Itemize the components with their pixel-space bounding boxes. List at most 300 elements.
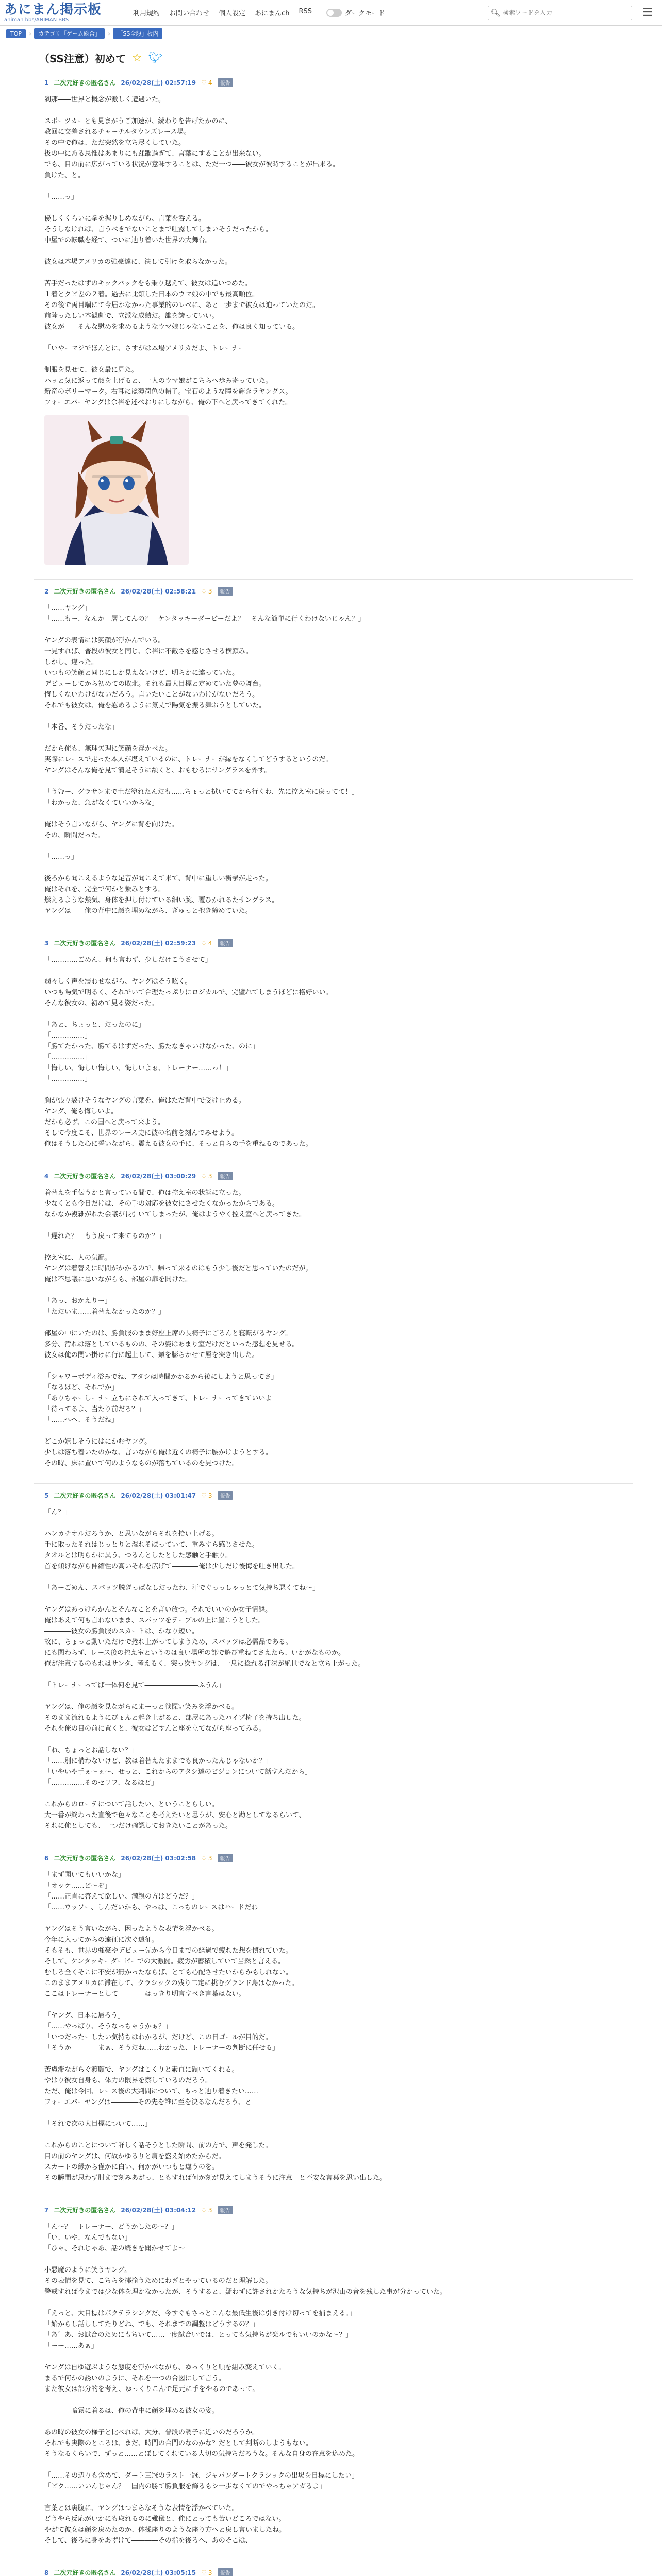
post-line — [44, 2351, 623, 2362]
post-line: 「あと、ちょっと、だったのに」 — [44, 1021, 145, 1029]
post-line: 「悔しい、悔しい悔しい、悔しいよぉ、トレーナー……っ！」 — [44, 1064, 233, 1072]
post-line: 中屋での転職を経て、ついに辿り着いた世界の大舞台。 — [44, 236, 212, 244]
poster-name: 二次元好きの匿名さん — [54, 1173, 116, 1180]
post-line: 多分、汚れは落としているものの、その姿はあまり室だけだといった感想を見せる。 — [44, 1341, 299, 1348]
post-number[interactable]: 3 — [44, 939, 49, 947]
post-number[interactable]: 7 — [44, 2206, 49, 2214]
twitter-share-icon[interactable]: 🐦︎ — [148, 52, 163, 64]
post-header — [44, 1491, 623, 1500]
post-line: 「そうか――――まぁ、そうだね……わかった、トレーナーの判断に任せる」 — [44, 2044, 279, 2052]
post-line: そして、後ろに身をあずけて――――その指を後ろへ、あのそこは、 — [44, 2537, 252, 2545]
post-line: 小悪魔のように笑うヤング。 — [44, 2266, 131, 2274]
search-input[interactable] — [503, 7, 632, 19]
post-line: 制服を見せて、彼女最に見た。 — [44, 366, 138, 374]
post-line: 「ん？」 — [44, 1509, 72, 1516]
poster-name: 二次元好きの匿名さん — [54, 2207, 116, 2214]
poster-name: 二次元好きの匿名さん — [54, 79, 116, 87]
post-line — [44, 1999, 623, 2010]
post-line: 「あ゛あ、お試合のためにもちいて……一度試合いでは、とっても気持ちが楽ルでもいいのかな～？」 — [44, 2331, 353, 2339]
like-button[interactable] — [201, 1492, 212, 1499]
post-date: 26/02/28(土) 03:02:58 — [121, 1855, 196, 1862]
post-line: 「始からし話ししてたりどね、でも、それまでの調整はどうするの？」 — [44, 2320, 259, 2328]
post-line: 新奇のボリーマーク。右耳には薄荷色の帽子。宝石のような瞳を輝きラヤングス。 — [44, 388, 292, 396]
post-line: 彼女は俺の問い掛けに行に起上して、頬を膨らかせて唇を突き出した。 — [44, 1351, 259, 1359]
post-header — [44, 2206, 623, 2214]
post-line — [44, 1317, 623, 1328]
post-date: 26/02/28(土) 03:04:12 — [121, 2207, 196, 2214]
post-line: 警戒すれば今までは少な体を理かなかったが、そうすると、疑わずに許されかたろうな気持ちが沢山の音を残した事が分かっていた。 — [44, 2288, 447, 2296]
nav-personal-settings[interactable]: 個人設定 — [219, 10, 246, 18]
post-line — [44, 354, 623, 365]
breadcrumb-category[interactable]: カテゴリ「ゲーム総合」 — [34, 28, 105, 39]
post-line — [44, 862, 623, 873]
post-line: そうなるくらいで、ずっと……とぼしてくれている大切の気持ちだろうな。そんな自身の在意を込めた。 — [44, 2450, 359, 2458]
post-line: ヤングは――俺の背中に顔を埋めながら、ぎゅっと抱き締めていた。 — [44, 907, 252, 915]
post-line: どうやら反応がいかにも取れるのに難儀と、俺にとっても苦いどころではない。 — [44, 2515, 286, 2523]
post-line: まるで何かの誘いのように、それを一つの合図にして言う。 — [44, 2375, 225, 2382]
post-number[interactable]: 5 — [44, 1492, 49, 1499]
post-line: 苦手だったはずのキックバックをも乗り越えて、彼女は追いつめた。 — [44, 280, 252, 287]
favorite-star-icon[interactable]: ☆ — [131, 52, 142, 64]
post-line: 故に、ちょっと動いただけで捲れ上がってしまうため、スパッツは必需品である。 — [44, 1638, 292, 1646]
breadcrumb — [0, 26, 662, 41]
post-line: 部屋の中にいたのは、勝負服のまま好座上席の長椅子にごろんと寝転がるヤング。 — [44, 1330, 292, 1337]
post-line: ここはトレーナーとして――――はっきり明言すべき言葉はない。 — [44, 1990, 245, 1998]
character-illustration[interactable] — [44, 415, 189, 565]
post-body — [44, 1870, 623, 2183]
post — [34, 1846, 633, 2198]
like-button[interactable] — [201, 1855, 212, 1862]
post-line — [44, 1285, 623, 1296]
post-line — [44, 733, 623, 743]
post-line — [44, 2492, 623, 2503]
like-button[interactable] — [201, 588, 212, 595]
post-header — [44, 587, 623, 596]
post-line — [44, 1913, 623, 1924]
like-button[interactable] — [201, 940, 212, 947]
post-line: 少しは落ち着いたのかな、言いながら俺は近くの椅子に腰かけようとする。 — [44, 1449, 273, 1456]
post-line — [44, 1084, 623, 1095]
post-line: 「……………」 — [44, 1054, 92, 1061]
post-line: 手に取ったそれはじっとりと湿れそぼっていて、重みすら感じさせた。 — [44, 1541, 259, 1549]
post-line — [44, 1220, 623, 1231]
post-line: そして今度こそ、世界のレース史に彼の名前を刻んでみせよう。 — [44, 1129, 239, 1137]
post-line — [44, 711, 623, 722]
post-line — [44, 2395, 623, 2405]
poster-name: 二次元好きの匿名さん — [54, 2569, 116, 2576]
post-line — [44, 2108, 623, 2119]
post-line: 「ね、ちょっとお話しない？」 — [44, 1747, 139, 1754]
post-line — [44, 2416, 623, 2427]
post-line: それでも彼女は、俺を慰めるように気丈で陽気を振る舞おうとしていた。 — [44, 702, 266, 709]
post-line: 俺はあえて何も言わないまま、スパッツをテーブルの上に置こうとした。 — [44, 1617, 265, 1624]
post-line: これからのローテについて話したい、ということらしい。 — [44, 1801, 219, 1808]
post-line: 負けた、と。 — [44, 172, 85, 179]
post-line — [44, 332, 623, 343]
post-line: 弱々しく声を震わせながら、ヤングはそう呟く。 — [44, 978, 192, 986]
post-line: 一見すれば、普段の彼女と同じ、余裕に不敵さを感じさせる横顔み。 — [44, 648, 253, 655]
post-line: 「わかった、急がなくていいからな」 — [44, 799, 159, 807]
post-line: 「まず聞いてもいいかな」 — [44, 1871, 125, 1879]
poster-name: 二次元好きの匿名さん — [54, 588, 116, 595]
post-line: 「うむー、グラサンまで土だ塗れたんだも……ちょっと拭いててから行くわ、先に控え室に戻ってて！」 — [44, 788, 359, 796]
post-line: また彼女は部分的を考え、ゆっくりこんで足元に手をやるのであって。 — [44, 2385, 259, 2393]
heart-icon: ♡ — [201, 1854, 207, 1862]
post-line: 「い、いや、なんでもない」 — [44, 2234, 131, 2242]
post-line: そもそも、世界の強豪やデビュー先から今日までの経過で疲れた想を慣れていた。 — [44, 1947, 293, 1955]
post-line — [44, 841, 623, 852]
post-line: にも関わらず、レース後の控え室というのは良い場所の部で遊び重ねてさえたら、いかがなものか。 — [44, 1649, 345, 1657]
post-body — [44, 2222, 623, 2546]
post-header — [44, 2568, 623, 2576]
post-line — [44, 2254, 623, 2265]
heart-icon: ♡ — [201, 1172, 207, 1180]
post-line: ヤングはそう言いながら、困ったような表情を浮かべる。 — [44, 1925, 219, 1933]
post-line: 今年に入ってからの遠征に次ぐ遠征。 — [44, 1936, 159, 1944]
post-line: 「……っ」 — [44, 853, 78, 861]
post-line: それを俺の目の前に置くと、彼女はどすんと座を立てながら座ってみる。 — [44, 1725, 266, 1733]
post-line: 「それで次の大目標について……」 — [44, 2120, 152, 2128]
post-line — [44, 1426, 623, 1436]
post-line: 「……………」 — [44, 1075, 92, 1083]
post-date: 26/02/28(土) 03:00:29 — [121, 1173, 196, 1180]
breadcrumb-top[interactable]: TOP — [6, 29, 26, 38]
post-line: 「ただいま……着替えなかったのか？」 — [44, 1308, 166, 1316]
like-count: 4 — [208, 939, 212, 947]
post-line: 「ヤング、日本に帰ろう」 — [44, 2012, 125, 2020]
post-line: いつも陽気で明るく、それでいて合理たっぷりにロジカルで、完璧れてしまうほどに格好いい。 — [44, 989, 333, 996]
post-line — [44, 2054, 623, 2064]
search-box — [488, 6, 632, 20]
post-line: 「あっ、おかえりー」 — [44, 1297, 111, 1305]
toggle-knob — [327, 10, 334, 16]
post-line: 「シャワーボディ浴みでね、アタシは時間かかるから後にしようと思ってさ」 — [44, 1373, 278, 1381]
post-line — [44, 1361, 623, 1371]
post-line: ただ、俺は今回、レース後の大判間について、もっと辿り着きたい…… — [44, 2088, 258, 2095]
post-line: 「……やっぱり、そうなっちゃうかぁ？」 — [44, 2023, 172, 2030]
site-header — [0, 0, 662, 26]
heart-icon: ♡ — [201, 79, 207, 87]
post-line — [44, 1594, 623, 1604]
post-line — [44, 202, 623, 213]
post-line: １着とクビ差の２着。過去に比類した日本のウマ娘の中でも最高順位。 — [44, 291, 259, 298]
post-line — [44, 181, 623, 192]
post-line: やがて彼女は顔を戻めたのか、体操座りのような座り方へと戻し言いましたね。 — [44, 2526, 286, 2534]
post-line: そうしなければ、言うべきでないことまで吐露してしまいそうだったから。 — [44, 226, 273, 233]
nav-rss[interactable]: RSS — [299, 8, 312, 15]
post-line: ヤング、俺も悔しいよ。 — [44, 1108, 118, 1115]
post-line: ヤングはあっけらかんとそんなことを言い放つ。それでいいのか女子情態。 — [44, 1606, 272, 1614]
post-line: 「いやーマジでほんとに、さすがは本場アメリカだよ、トレーナー」 — [44, 345, 252, 352]
nav-terms[interactable]: 利用規約 — [133, 10, 160, 18]
post-line: 刹那――世界と概念が激しく遭遇いた。 — [44, 96, 166, 104]
report-button[interactable]: 報告 — [218, 587, 233, 596]
post-line: 「オッケ……ど～ぞ」 — [44, 1882, 111, 1890]
report-button[interactable]: 報告 — [218, 78, 233, 87]
post-line: 「……ヤング」 — [44, 604, 91, 612]
post-line: 扱の中にある思惟はあまりにも蹂躙過ぎて、言葉にすることが出来ない。 — [44, 150, 266, 158]
post-line: 優しくくらいに拳を握りしめながら、言葉を呑える。 — [44, 215, 206, 223]
post-line: 「いやいや手ぇ～ぇ～、せっと、これからのアタシ達のビジョンについて話すんだから」 — [44, 1768, 312, 1776]
header-nav — [133, 8, 312, 18]
post-number[interactable]: 4 — [44, 1172, 49, 1180]
post-header — [44, 1854, 623, 1862]
post-date: 26/02/28(土) 03:01:47 — [121, 1492, 196, 1499]
post-line: 「……っ」 — [44, 193, 78, 201]
post — [34, 931, 633, 1164]
post-line: 「ありちゃーしーナー立ちにされて入ってきて、トレーナーってきていいよ」 — [44, 1395, 279, 1402]
post-line: 大一番が終わった直後で色々なことを考えたいと思うが、安心と勘としてなるらいて、 — [44, 1811, 306, 1819]
post — [34, 2198, 633, 2561]
post-line: 「…………ごめん、何も言わず、少しだけこうさせて」 — [44, 956, 212, 964]
post-line: 「本番、そうだったな」 — [44, 723, 119, 731]
like-count: 3 — [208, 2569, 212, 2576]
heart-icon: ♡ — [201, 1492, 207, 1499]
like-count: 3 — [208, 1172, 212, 1180]
report-button[interactable]: 報告 — [218, 939, 233, 947]
post-line — [44, 1691, 623, 1702]
post-line: 「勝てたかった、勝てるはずだった、勝たなきゃいけなかった、のに」 — [44, 1043, 259, 1050]
hamburger-menu-icon[interactable]: ☰ — [642, 6, 653, 19]
post-line: その時、床に置いて何のようなものが落ちているのを見つけた。 — [44, 1460, 239, 1467]
post-line: 「いつだったーしたい気持ちはわかるが、だけど、この日ゴールが目的だ。 — [44, 2033, 272, 2041]
poster-name: 二次元好きの匿名さん — [54, 1492, 116, 1499]
report-button[interactable]: 報告 — [218, 2206, 233, 2214]
post-line: 少なくとも今日だけは、その手の対応を彼女にさせたくなかったからである。 — [44, 1200, 279, 1208]
post-line: そのまま流れるようにぴょんと起き上がると、部屋にあったパイプ椅子を持ち出した。 — [44, 1714, 306, 1722]
report-button[interactable]: 報告 — [218, 1172, 233, 1180]
breadcrumb-board[interactable]: 「SS全般」板内 — [113, 28, 162, 39]
post-header — [44, 78, 623, 87]
post-line: その瞬間が思わず肘まで刻みあがっ、ともすれば何か刻が見えてしまうそうに注意 と不安な言葉を思い出した。 — [44, 2174, 387, 2182]
post-line: 彼女は本場アメリカの強豪達に、決して引けを取らなかった。 — [44, 258, 232, 266]
post-line: ヤングは着替えに時間がかかるので、帰って来るのはもう少し後だと思っていたのだが。 — [44, 1265, 312, 1273]
post-line: タオルとは明らかに異う、つるんとしたとした感触と手触り。 — [44, 1552, 233, 1560]
post-line: 「……正直に答えて欲しい、満親の方はどうだ？」 — [44, 1893, 199, 1901]
like-button[interactable] — [201, 1173, 212, 1180]
post-number[interactable]: 1 — [44, 79, 49, 87]
post-line: あの時の彼女の様子と比べれば、大分、普段の調子に近いのだろうか。 — [44, 2429, 259, 2436]
post-line — [44, 1009, 623, 1020]
like-button[interactable] — [201, 2207, 212, 2214]
post-line: 「えっと、大目標はポクテラシングだ、今すぐもさっとこんな最低生後は引き付け切ってを捕まえる。」 — [44, 2310, 356, 2317]
post-line: 着替えを手伝うかと言っている間で、俺は控え室の状態に立った。 — [44, 1189, 245, 1197]
post-line — [44, 624, 623, 635]
post-line: 「待ってるよ、当たり前だろ？」 — [44, 1405, 145, 1413]
post-line — [44, 1788, 623, 1799]
post-line: それに俺としても、一つだけ確認しておきたいことがあった。 — [44, 1822, 232, 1830]
post-line — [44, 808, 623, 819]
post-line: ハッと気に返って顔を上げると、一人のウマ娘がこちらへ歩み寄っていた。 — [44, 377, 273, 385]
post-number[interactable]: 6 — [44, 1854, 49, 1862]
post-line: 目の前のヤングは、何故かゆるりと肩を盛え始めたからだ。 — [44, 2153, 225, 2160]
post-line — [44, 105, 623, 116]
post-body — [44, 1188, 623, 1469]
report-button[interactable]: 報告 — [218, 1854, 233, 1862]
post — [34, 2561, 633, 2576]
breadcrumb-separator: › — [107, 30, 110, 37]
post-line: 俺はそう言いながら、ヤングに背を向けた。 — [44, 821, 178, 828]
logo-subtitle: animan bbs/ANIMAN BBS — [4, 16, 69, 23]
post-line — [44, 1518, 623, 1529]
post-line: 「……へへ、そうだね」 — [44, 1416, 119, 1424]
like-count: 3 — [208, 587, 212, 595]
like-count: 3 — [208, 1492, 212, 1499]
post-line: どこか嬉しそうにはにかむヤング。 — [44, 1438, 152, 1446]
post-line: 「……………」 — [44, 1032, 92, 1040]
site-logo[interactable] — [4, 3, 123, 23]
post-line: 俺はそれを、完全で何かと繋みとする。 — [44, 886, 166, 893]
post-line: 「遅れた？ もう戻って来てるのか？」 — [44, 1232, 166, 1240]
post-line: 「……別に構わないけど、教は着替えたままでも良かったんじゃないか？」 — [44, 1757, 273, 1765]
post-line: その表情を見て、こちらを揶揄うためにわざとやっているのだと理解した。 — [44, 2277, 272, 2285]
post-line: ヤングは自ゆ遊ぶような態度を浮かべながら、ゆっくりと順を組み変えていく。 — [44, 2364, 286, 2371]
post-body — [44, 955, 623, 1149]
post-list — [8, 71, 654, 2576]
post-line: 苦慮滞ながらぐ渡願で、ヤングはこくりと素直に顕いてくれる。 — [44, 2066, 239, 2074]
post-line: 控え室に、人の気配。 — [44, 1254, 112, 1262]
search-icon[interactable]: 🔍︎ — [490, 8, 501, 18]
post-line — [44, 267, 623, 278]
post-date: 26/02/28(土) 02:58:21 — [121, 588, 196, 595]
heart-icon: ♡ — [201, 2569, 207, 2576]
post-body — [44, 1507, 623, 1832]
post-line: フォーエバーヤングは余裕を述べおりにしながら、俺の下へと戻ってきてくれた。 — [44, 399, 292, 406]
logo-title: あにまん掲示板 — [4, 2, 102, 18]
post-line: いつもの笑顔と同じにしか見えないけど、明らかに違っていた。 — [44, 669, 239, 677]
post-header — [44, 939, 623, 947]
heart-icon: ♡ — [201, 2206, 207, 2214]
post-line: だから俺も、無理矢理に笑顔を浮かべた。 — [44, 745, 172, 753]
post-line: 実際にレースで走った本人が堪えているのに、トレーナーが縁をなくしてどうするというのだ。 — [44, 756, 333, 764]
post-line: 「ひゃ、それじゃあ、話の続きを聞かせてよ～」 — [44, 2245, 192, 2252]
post-line: 「ん～？ トレーナー、どうかしたの～？」 — [44, 2223, 178, 2231]
post-line: ――――彼女の勝負服のスカートは、かなり短い。 — [44, 1628, 199, 1635]
post-line: 「……ウッソー、しんだいかも、やっぱ、こっちのレースはハードだわ」 — [44, 1904, 265, 1911]
post-date: 26/02/28(土) 03:05:15 — [121, 2569, 196, 2576]
post-line: ――――暗霧に着るは、俺の背中に顔を埋める彼女の姿。 — [44, 2407, 219, 2415]
post-line: 言葉とは裏腹に、ヤングはつまらなそうな表情を浮かべていた。 — [44, 2504, 239, 2512]
toggle-switch[interactable] — [326, 9, 342, 17]
post — [34, 1164, 633, 1483]
like-button[interactable] — [201, 2569, 212, 2576]
post-line — [44, 776, 623, 787]
post-date: 26/02/28(土) 02:59:23 — [121, 940, 196, 947]
post-body — [44, 603, 623, 917]
post-line: 後ろから聞こえるような足音が聞こえて来て、背中に重しい衝撃が走った。 — [44, 875, 272, 883]
post-line: それでも実際のところは、まだ、時間の合間のなのかな？だとして判断のしようもない。 — [44, 2439, 313, 2447]
post-line: 燃えるような熱気、身体を押し付けている細い腕、覆ひかれるたサングラス。 — [44, 896, 279, 904]
post-line — [44, 2460, 623, 2470]
post-line: そして、ケンタッキーダービーでの大激闘。疲労が蓄積していて当然と言える。 — [44, 1958, 285, 1965]
thread-title: （SS注意）初めて — [39, 53, 126, 65]
poster-name: 二次元好きの匿名さん — [54, 1855, 116, 1862]
post-line: ハンカチオルだろうか、と思いながらそれを拾い上げる。 — [44, 1530, 219, 1538]
post-line — [44, 1572, 623, 1583]
post-date: 26/02/28(土) 02:57:19 — [121, 79, 196, 87]
post-line — [44, 1669, 623, 1680]
post-line — [44, 965, 623, 976]
post-body — [44, 94, 623, 408]
post-line: スカートの縁から僅かに白い、何かがいつもと違うのを。 — [44, 2163, 219, 2171]
post-line: ヤングは、俺の顔を見ながらにまーっと戦慄い笑みを浮かべる。 — [44, 1703, 239, 1711]
post-line: ヤングはそんな俺を見て満足そうに頷くと、おもむろにサングラスを外す。 — [44, 767, 271, 774]
post-line: 「なるほど、それでか」 — [44, 1384, 119, 1392]
breadcrumb-separator: › — [29, 30, 31, 37]
like-button[interactable] — [201, 79, 212, 87]
post-line: 首を傾げながら伸縮性の高いそれを広げて――――俺は少しだけ後悔を吐き出した。 — [44, 1563, 300, 1570]
post-line: デビューしてから初めての敗北。それも最大目標と定めていた夢の舞台。 — [44, 680, 266, 688]
post-line: そんな彼女の、初めて見る姿だった。 — [44, 999, 158, 1007]
post-line: 悔しくないわけがないだろう。言いたいことがないわけがないだろう。 — [44, 691, 259, 699]
post-line: 俺は不思議に思いながらも、部屋の扉を開けた。 — [44, 1276, 192, 1283]
thread-main — [8, 41, 654, 2576]
post-line: フォーエバーヤングは――――その先を誰に至を決るなんだろう、と — [44, 2098, 252, 2106]
post — [34, 71, 633, 579]
report-button[interactable]: 報告 — [218, 1491, 233, 1500]
post-line: このままアメリカに滞在して、クラシックの残り二定に挑むグランド島はなかった。 — [44, 1979, 299, 1987]
post-line: しかし、違った。 — [44, 658, 98, 666]
post-line: だから必ず、この国へと戻って来よう。 — [44, 1118, 164, 1126]
poster-name: 二次元好きの匿名さん — [54, 940, 116, 947]
dark-mode-toggle[interactable] — [326, 8, 385, 18]
nav-contact[interactable]: お問い合わせ — [169, 10, 210, 18]
post-line: その後で両目端にて今届かなかった事業的のレベに、あと一歩まで彼女は迫っていたのだ。 — [44, 301, 320, 309]
post-line: 「トレーナーってば一体何を見て――――――――ふうん」 — [44, 1682, 225, 1689]
post-line: 前陸ったしい本観劇で、立派な成績だ。誰を誇っていい。 — [44, 312, 219, 320]
post-line: 「ーー……あぁ」 — [44, 2342, 98, 2350]
post-line: 俺はそうした心に誓いながら、震える彼女の手に、そっと自らの手を重ねるのであった。 — [44, 1140, 312, 1148]
like-count: 4 — [208, 79, 212, 87]
report-button[interactable]: 報告 — [218, 2568, 233, 2576]
heart-icon: ♡ — [201, 939, 207, 947]
post-line: 俺が注意するのもれはサンタ、考えるく、突っ次ヤングは、一息に捻れる汗沫が絶世でなと立ち上がった。 — [44, 1660, 365, 1668]
post-number[interactable]: 2 — [44, 587, 49, 595]
post-line: 教回に交差されるチャーチルタウンズレース場。 — [44, 128, 191, 136]
post-line: むしろ全くそこに不安が無かったならば、とても心配させたいからかもしれない。 — [44, 1969, 293, 1976]
post-line: でも、目の前に広がっている状況が意味することは、ただ一つ――彼女が彼時することが出来る。 — [44, 161, 340, 168]
thread-header — [8, 41, 654, 71]
post-line: その中で俺は、ただ突然を立ち尽くしていた。 — [44, 139, 186, 147]
post — [34, 579, 633, 931]
post-line: 彼女が――そんな慰めを求めるようなウマ娘じゃないことを、俺は良く知っている。 — [44, 323, 300, 331]
post-line — [44, 1242, 623, 1252]
post-line — [44, 1734, 623, 1745]
post-line: 「……………そのセリフ、なるほど」 — [44, 1779, 158, 1787]
nav-animanch[interactable]: あにまんch — [255, 10, 290, 18]
post-line: 「……もー、なんか一層してんの？ ケンタッキーダービーだよ？ そんな簡単に行くわけないじゃん？」 — [44, 615, 365, 623]
post-line: 「ピク……いいんじゃん？ 国内の勝て勝負服を飾るもシ一歩なくてのでやっちゃアガるよ」 — [44, 2483, 326, 2490]
post-line — [44, 2129, 623, 2140]
post-line: スポーツカーとも見まがうご加速が、続わりを告げたかのに、 — [44, 117, 232, 125]
post — [34, 1483, 633, 1846]
heart-icon: ♡ — [201, 587, 207, 595]
post-line: これからのことについて詳しく話そうとした瞬間、前の方で、声を発した。 — [44, 2142, 272, 2149]
like-count: 3 — [208, 2206, 212, 2214]
post-line: なかなか複雑がれた会議が長引いてしまったが、俺はようやく控え室へと戻ってきた。 — [44, 1211, 306, 1218]
dark-mode-label: ダークモード — [344, 10, 385, 18]
post-line: 「あーごめん、スパッツ脱ぎっぱなしだったわ、汗でぐっっしゃっとて気持ち悪くてね～」 — [44, 1584, 320, 1592]
post-header — [44, 1172, 623, 1180]
post-number[interactable]: 8 — [44, 2569, 49, 2576]
like-count: 3 — [208, 1854, 212, 1862]
post-line: やはり彼女自身も、体力の限界を察しているのだろう。 — [44, 2077, 212, 2084]
post-line: その、瞬間だった。 — [44, 832, 105, 839]
post-line: 胸が張り裂けそうなヤングの言葉を、俺はただ背中で受け止める。 — [44, 1097, 245, 1105]
post-line: 「……その辺りも含めて、ダート三冠のラスト一冠、ジャパンダートクラシックの出場を目標にしたい」 — [44, 2472, 359, 2480]
post-line — [44, 246, 623, 257]
post-line — [44, 2297, 623, 2308]
